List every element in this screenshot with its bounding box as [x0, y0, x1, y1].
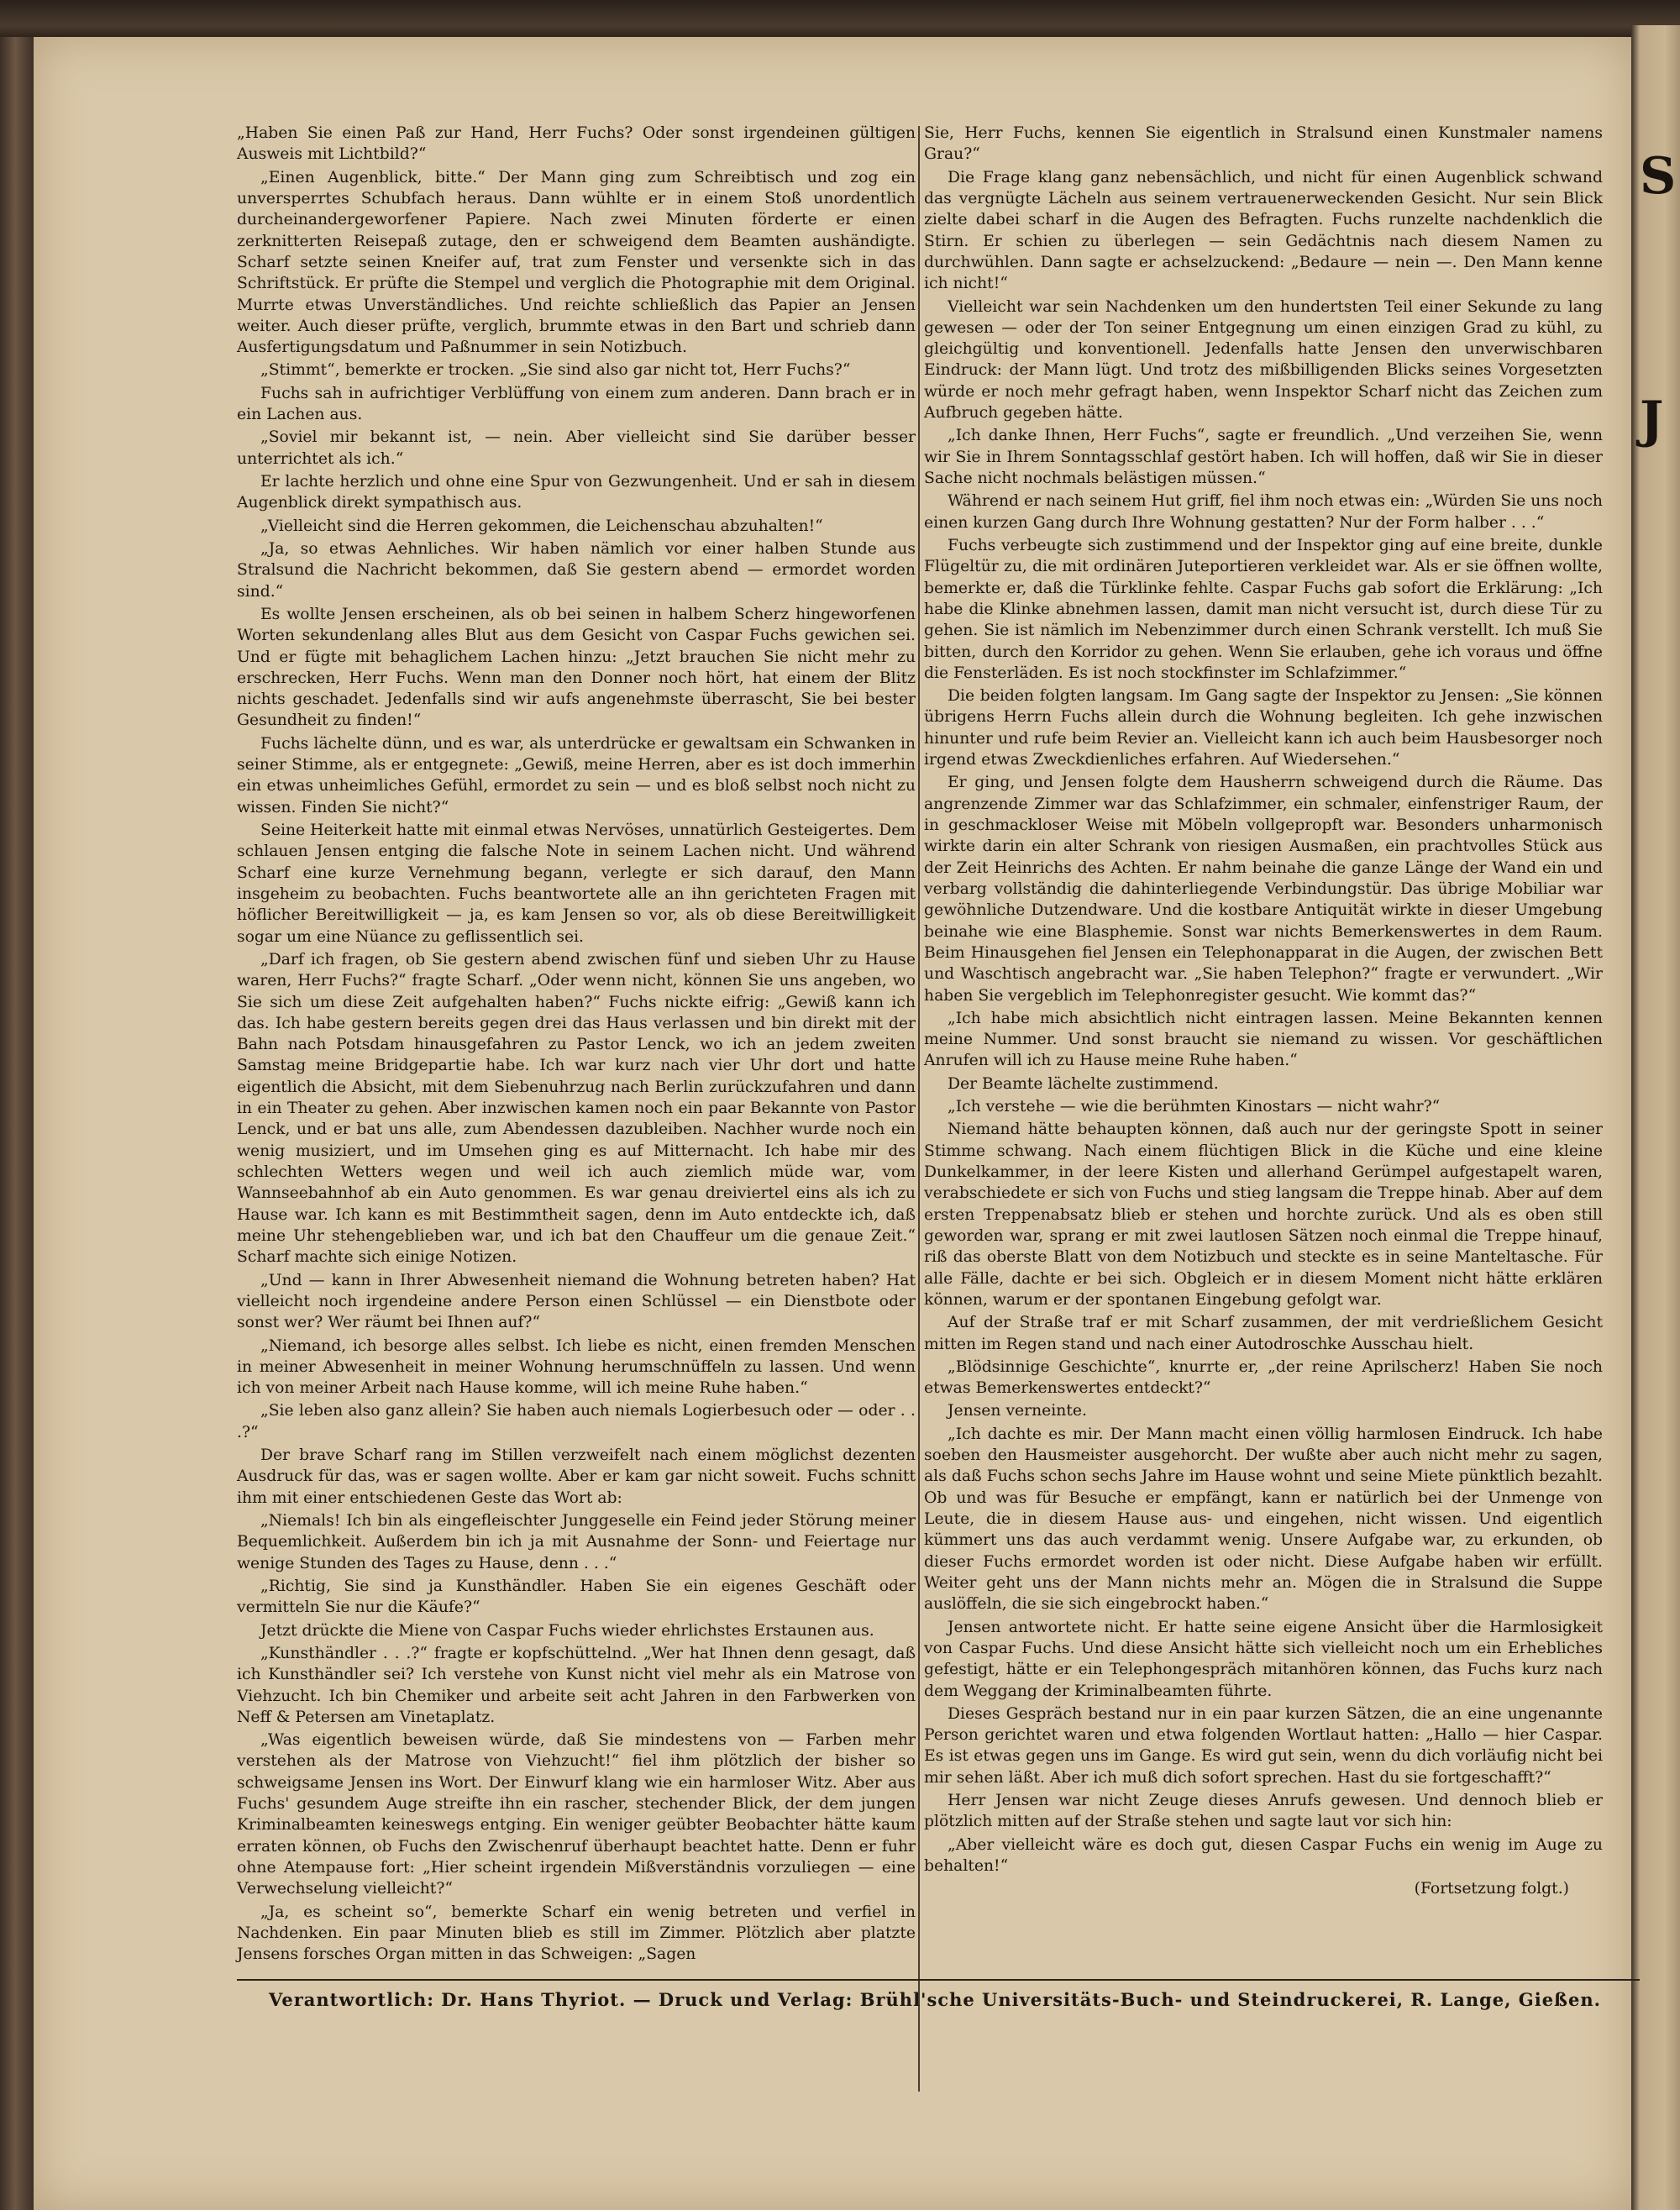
paragraph: „Ich danke Ihnen, Herr Fuchs“, sagte er freundlich. „Und verzeihen Sie, wenn wir Sie in Ihrem Sonntagsschlaf gestört haben. Ich will hoffen, daß wir Sie in dieser Sache nicht nochmals belästigen müssen.“ — [924, 427, 1603, 487]
paragraph: Die Frage klang ganz nebensächlich, und nicht für einen Augenblick schwand das vergnügte Lächeln aus seinem vertrauenerweckenden Gesicht. Nur sein Blick zielte dabei scharf in die Augen des Befragten. Fuchs runzelte nachdenklich die Stirn. Er schien zu überlegen — sein Gedächtnis nach diesem Namen zu durchwühlen. Dann sagte er achselzuckend: „Bedaure — nein —. Den Mann kenne ich nicht!“ — [924, 168, 1603, 293]
paragraph: „Stimmt“, bemerkte er trocken. „Sie sind also gar nicht tot, Herr Fuchs?“ — [260, 361, 851, 380]
paragraph: „Ich dachte es mir. Der Mann macht einen völlig harmlosen Eindruck. Ich habe soeben den Hausmeister ausgehorcht. Der wußte aber auch nicht mehr zu sagen, als daß Fuchs schon sechs Jahre im Hause wohnt und seine Miete pünktlich bezahlt. Ob und was für Besuche er empfängt, kann er natürlich bei der Unmenge von Leute, die in diesem Hause aus- und eingehen, nicht wissen. Und eigentlich kümmert uns das auch verdammt wenig. Unsere Aufgabe war, zu erkunden, ob dieser Fuchs ermordet worden ist oder nicht. Diese Aufgabe haben wir erfüllt. Weiter geht uns der Mann nichts mehr an. Mögen die in Stralsund die Suppe auslöffeln, die sie sich eingebrockt haben.“ — [924, 1425, 1603, 1614]
paragraph: Herr Jensen war nicht Zeuge dieses Anrufs gewesen. Und dennoch blieb er plötzlich mitten auf der Straße stehen und sagte laut vor sich hin: — [924, 1792, 1603, 1831]
paragraph: „Darf ich fragen, ob Sie gestern abend zwischen fünf und sieben Uhr zu Hause waren, Herr Fuchs?“ fragte Scharf. „Oder wenn nicht, können Sie uns angeben, wo Sie sich um diese Zeit aufgehalten haben?“ Fuchs nickte eifrig: „Gewiß kann ich das. Ich habe gestern bereits gegen drei das Haus verlassen und bin direkt mit der Bahn nach Potsdam hinausgefahren zu Pastor Lenck, wo ich an jedem zweiten Samstag meine Bridgepartie habe. Ich war kurz nach vier Uhr dort und hatte eigentlich die Absicht, mit dem Siebenuhrzug nach Berlin zurückzufahren und dann in ein Theater zu gehen. Aber inzwischen kamen noch ein paar Bekannte von Pastor Lenck, und er bat uns alle, zum Abendessen dazubleiben. Nachher wurde noch ein wenig musiziert, und im Umsehen ging es auf Mitternacht. Ich habe mir des schlechten Wetters wegen und weil ich auch ziemlich müde war, vom Wannseebahnhof ab ein Auto genommen. Es war genau dreiviertel eins als ich zu Hause war. Ich kann es mit Bestimmtheit sagen, denn im Auto entdeckte ich, daß meine Uhr stehengeblieben war, und ich bat den Chauffeur um die genaue Zeit.“ Scharf machte sich einige Notizen. — [237, 950, 916, 1267]
paragraph: Fuchs verbeugte sich zustimmend und der Inspektor ging auf eine breite, dunkle Flügeltür zu, die mit ordinären Juteportieren verkleidet war. Als er sie öffnen wollte, bemerkte er, daß die Türklinke fehlte. Caspar Fuchs gab sofort die Erklärung: „Ich habe die Klinke abnehmen lassen, damit man nicht versucht ist, durch diese Tür zu gehen. Sie ist nämlich im Nebenzimmer durch einen Schrank verstellt. Ich muß Sie bitten, durch den Korridor zu gehen. Wenn Sie erlauben, gehe ich voraus und öffne die Fensterläden. Es ist noch stockfinster im Schlafzimmer.“ — [924, 536, 1603, 682]
imprint-line: Verantwortlich: Dr. Hans Thyriot. — Druck und Verlag: Brühl'sche Universitäts-Buch- und Steindruckerei, R. Lange, Gießen. — [269, 1989, 1601, 2010]
paragraph: Während er nach seinem Hut griff, fiel ihm noch etwas ein: „Würden Sie uns noch einen kurzen Gang durch Ihre Wohnung gestatten? Nur der Form halber . . .“ — [924, 492, 1603, 532]
paragraph: Fuchs lächelte dünn, und es war, als unterdrücke er gewaltsam ein Schwanken in seiner Stimme, als er entgegnete: „Gewiß, meine Herren, aber es ist doch immerhin ein etwas unheimliches Gefühl, ermordet zu sein — und es bloß selbst noch nicht zu wissen. Finden Sie nicht?“ — [237, 734, 916, 816]
paragraph: „Kunsthändler . . .?“ fragte er kopfschüttelnd. „Wer hat Ihnen denn gesagt, daß ich Kunsthändler sei? Ich verstehe von Kunst nicht viel mehr als ein Matrose von Viehzucht. Ich bin Chemiker und arbeite seit acht Jahren in den Farbwerken von Neff & Petersen am Vinetaplatz. — [237, 1644, 916, 1726]
paragraph: Er ging, und Jensen folgte dem Hausherrn schweigend durch die Räume. Das angrenzende Zimmer war das Schlafzimmer, ein schmaler, einfenstriger Raum, der in geschmackloser Weise mit Möbeln vollgepropft war. Besonders unharmonisch wirkte darin ein alter Schrank von riesigen Ausmaßen, ein prachtvolles Stück aus der Zeit Heinrichs des Achten. Er nahm beinahe die ganze Länge der Wand ein und verbarg vollständig die dahinterliegende Verbindungstür. Das übrige Mobiliar war gewöhnliche Dutzendware. Und die kostbare Antiquität wirkte in dieser Umgebung beinahe wie eine Blasphemie. Sonst war nichts Bemerkenswertes in dem Raum. Beim Hinausgehen fiel Jensen ein Telephonapparat in die Augen, der zwischen Bett und Waschtisch angebracht war. „Sie haben Telephon?“ fragte er verwundert. „Wir haben Sie vergeblich im Telephonregister gesucht. Wie kommt das?“ — [924, 774, 1603, 1005]
adjacent-page-glyph: J — [1640, 391, 1664, 449]
scan-top-edge — [0, 0, 1680, 37]
paragraph: Jensen antwortete nicht. Er hatte seine eigene Ansicht über die Harmlosigkeit von Caspar Fuchs. Und diese Ansicht hätte sich vielleicht noch um ein Erhebliches gefestigt, hätte er ein Telephongespräch mitanhören können, das Fuchs kurz nach dem Weggang der Kriminalbeamten führte. — [924, 1618, 1603, 1700]
paragraph: Jensen verneinte. — [948, 1402, 1087, 1420]
right-column — [924, 123, 1603, 1902]
paragraph: Jetzt drückte die Miene von Caspar Fuchs wieder ehrlichstes Erstaunen aus. — [260, 1621, 874, 1640]
continued-note: (Fortsetzung folgt.) — [1414, 1880, 1569, 1898]
paragraph: Es wollte Jensen erscheinen, als ob bei seinen in halbem Scherz hingeworfenen Worten sekundenlang alles Blut aus dem Gesicht von Caspar Fuchs gewichen sei. Und er fügte mit behaglichem Lachen hinzu: „Jetzt brauchen Sie nicht mehr zu erschrecken, Herr Fuchs. Wenn man den Donner noch hört, hat einem der Blitz nichts geschadet. Jedenfalls sind wir aufs angenehmste überrascht, Sie bei bester Gesundheit zu finden!“ — [237, 605, 916, 730]
paragraph: Sie, Herr Fuchs, kennen Sie eigentlich in Stralsund einen Kunstmaler namens Grau?“ — [924, 124, 1603, 164]
paragraph: Niemand hätte behaupten können, daß auch nur der geringste Spott in seiner Stimme schwang. Nach einem flüchtigen Blick in die Küche und eine kleine Dunkelkammer, in der leere Kisten und allerhand Gerümpel aufgestapelt waren, verabschiedete er sich von Fuchs und stieg langsam die Treppe hinab. Aber auf dem ersten Treppenabsatz blieb er stehen und horchte zurück. Und als es oben still geworden war, sprang er mit zwei lautlosen Sätzen noch einmal die Treppe hinauf, riß das oberste Blatt von dem Notizbuch und steckte es in seine Manteltasche. Für alle Fälle, dachte er bei sich. Obgleich er in diesem Moment nicht hätte erklären können, warum er der spontanen Eingebung gefolgt war. — [924, 1121, 1603, 1309]
paragraph: „Niemand, ich besorge alles selbst. Ich liebe es nicht, einen fremden Menschen in meiner Abwesenheit in meiner Wohnung herumschnüffeln zu lassen. Und wenn ich von meiner Arbeit nach Hause komme, will ich meine Ruhe haben.“ — [237, 1336, 916, 1398]
paragraph: „Ich habe mich absichtlich nicht eintragen lassen. Meine Bekannten kennen meine Nummer. Und sonst braucht sie niemand zu wissen. Vor geschäftlichen Anrufen will ich zu Hause meine Ruhe haben.“ — [924, 1009, 1603, 1070]
adjacent-page-glyph: S — [1640, 147, 1677, 206]
paragraph: Auf der Straße traf er mit Scharf zusammen, der mit verdrießlichem Gesicht mitten im Regen stand und nach einer Autodroschke Ausschau hielt. — [924, 1314, 1603, 1353]
article-body — [237, 123, 1640, 2055]
paragraph: „Was eigentlich beweisen würde, daß Sie mindestens von — Farben mehr verstehen als der Matrose von Viehzucht!“ fiel ihm plötzlich der bisher so schweigsame Jensen ins Wort. Der Einwurf klang wie ein harmloser Witz. Aber aus Fuchs' gesundem Auge streifte ihn ein rascher, stechender Blick, der dem jungen Kriminalbeamten keineswegs entging. Ein weniger geübter Beobachter hätte kaum erraten können, ob Fuchs den Zwischenruf überhaupt beachtet hatte. Denn er fuhr ohne Atempause fort: „Hier scheint irgendein Mißverständnis vorzuliegen — eine Verwechselung vielleicht?“ — [237, 1731, 916, 1898]
paragraph: „Ich verstehe — wie die berühmten Kinostars — nicht wahr?“ — [948, 1098, 1441, 1116]
paragraph: „Richtig, Sie sind ja Kunsthändler. Haben Sie ein eigenes Geschäft oder vermitteln Sie nur die Käufe?“ — [237, 1577, 916, 1617]
paragraph: Vielleicht war sein Nachdenken um den hundertsten Teil einer Sekunde zu lang gewesen — oder der Ton seiner Entgegnung um einen einzigen Grad zu kühl, zu gleichgültig und konventionell. Jedenfalls hatte Jensen den unverwischbaren Eindruck: der Mann lügt. Und trotz des mißbilligenden Blicks seines Vorgesetzten würde er noch mehr gefragt haben, wenn Inspektor Scharf nicht das Zeichen zum Aufbruch gegeben hätte. — [924, 297, 1603, 423]
paragraph: Er lachte herzlich und ohne eine Spur von Gezwungenheit. Und er sah in diesem Augenblick direkt sympathisch aus. — [237, 473, 916, 512]
paragraph: „Niemals! Ich bin als eingefleischter Junggeselle ein Feind jeder Störung meiner Bequemlichkeit. Außerdem bin ich ja mit Ausnahme der Sonn- und Feiertage nur wenige Stunden des Tages zu Hause, denn . . .“ — [237, 1512, 916, 1572]
paragraph: „Blödsinnige Geschichte“, knurrte er, „der reine Aprilscherz! Haben Sie noch etwas Bemerkenswertes entdeckt?“ — [924, 1357, 1603, 1398]
column-divider — [918, 126, 920, 2092]
paragraph: Der brave Scharf rang im Stillen verzweifelt nach einem möglichst dezenten Ausdruck für das, was er sagen wollte. Aber er kam gar nicht soweit. Fuchs schnitt ihm mit einer entschiedenen Geste das Wort ab: — [237, 1446, 916, 1507]
paragraph: Dieses Gespräch bestand nur in ein paar kurzen Sätzen, die an eine ungenannte Person gerichtet waren und etwa folgenden Wortlaut hatten: „Hallo — hier Caspar. Es ist etwas gegen uns im Gange. Es wird gut sein, wenn du dich vorläufig nicht bei mir sehen läßt. Aber ich muß dich sofort sprechen. Hast du sie fortgeschafft?“ — [924, 1704, 1603, 1787]
paragraph: „Haben Sie einen Paß zur Hand, Herr Fuchs? Oder sonst irgendeinen gültigen Ausweis mit Lichtbild?“ — [237, 124, 916, 164]
left-column — [237, 123, 916, 1967]
footer-rule — [237, 1979, 1640, 1981]
paragraph: „Aber vielleicht wäre es doch gut, diesen Caspar Fuchs ein wenig im Auge zu behalten!“ — [924, 1835, 1603, 1875]
paragraph: „Soviel mir bekannt ist, — nein. Aber vielleicht sind Sie darüber besser unterrichtet als ich.“ — [237, 428, 916, 468]
paragraph: Die beiden folgten langsam. Im Gang sagte der Inspektor zu Jensen: „Sie können übrigens Herrn Fuchs allein durch die Wohnung begleiten. Ich gehe inzwischen hinunter und rufe beim Revier an. Vielleicht kann ich auch beim Hausbesorger noch irgend etwas Zweckdienliches erfahren. Auf Wiedersehen.“ — [924, 687, 1603, 769]
paragraph: „Vielleicht sind die Herren gekommen, die Leichenschau abzuhalten!“ — [260, 517, 823, 535]
paragraph: „Einen Augenblick, bitte.“ Der Mann ging zum Schreibtisch und zog ein unversperrtes Schubfach heraus. Dann wühlte er in einem Stoß unordentlich durcheinandergeworfener Papiere. Nach zwei Minuten förderte er einen zerknitterten Reisepaß zutage, den er schweigend dem Beamten aushändigte. Scharf setzte seinen Kneifer auf, trat zum Fenster und versenkte sich in das Schriftstück. Er prüfte die Stempel und verglich die Photographie mit dem Original. Murrte etwas Unverständliches. Und reichte schließlich das Papier an Jensen weiter. Auch dieser prüfte, verglich, brummte etwas in den Bart und schrieb dann Ausfertigungsdatum und Paßnummer in sein Notizbuch. — [237, 168, 916, 357]
paragraph: Der Beamte lächelte zustimmend. — [948, 1074, 1219, 1093]
paragraph: Fuchs sah in aufrichtiger Verblüffung von einem zum anderen. Dann brach er in ein Lachen aus. — [237, 384, 916, 424]
paragraph: „Ja, es scheint so“, bemerkte Scharf ein wenig betreten und verfiel in Nachdenken. Ein paar Minuten blieb es still im Zimmer. Plötzlich aber platzte Jensens forsches Organ mitten in das Schweigen: „Sagen — [237, 1903, 916, 1964]
paragraph: „Ja, so etwas Aehnliches. Wir haben nämlich vor einer halben Stunde aus Stralsund die Nachricht bekommen, daß Sie gestern abend — ermordet worden sind.“ — [237, 539, 916, 601]
paragraph: Seine Heiterkeit hatte mit einmal etwas Nervöses, unnatürlich Gesteigertes. Dem schlauen Jensen entging die falsche Note in seinem Lachen nicht. Und während Scharf eine kurze Vernehmung begann, verlegte er sich darauf, den Mann insgeheim zu beobachten. Fuchs beantwortete alle an ihn gerichteten Fragen mit höflicher Bereitwilligkeit — ja, es kam Jensen so vor, als ob diese Bereitwilligkeit sogar um eine Nüance zu geflissentlich sei. — [237, 822, 916, 946]
paragraph: „Und — kann in Ihrer Abwesenheit niemand die Wohnung betreten haben? Hat vielleicht noch irgendeine andere Person einen Schlüssel — ein Dienstbote oder sonst wer? Wer räumt bei Ihnen auf?“ — [237, 1271, 916, 1332]
paragraph: „Sie leben also ganz allein? Sie haben auch niemals Logierbesuch oder — oder . . .?“ — [237, 1402, 916, 1441]
